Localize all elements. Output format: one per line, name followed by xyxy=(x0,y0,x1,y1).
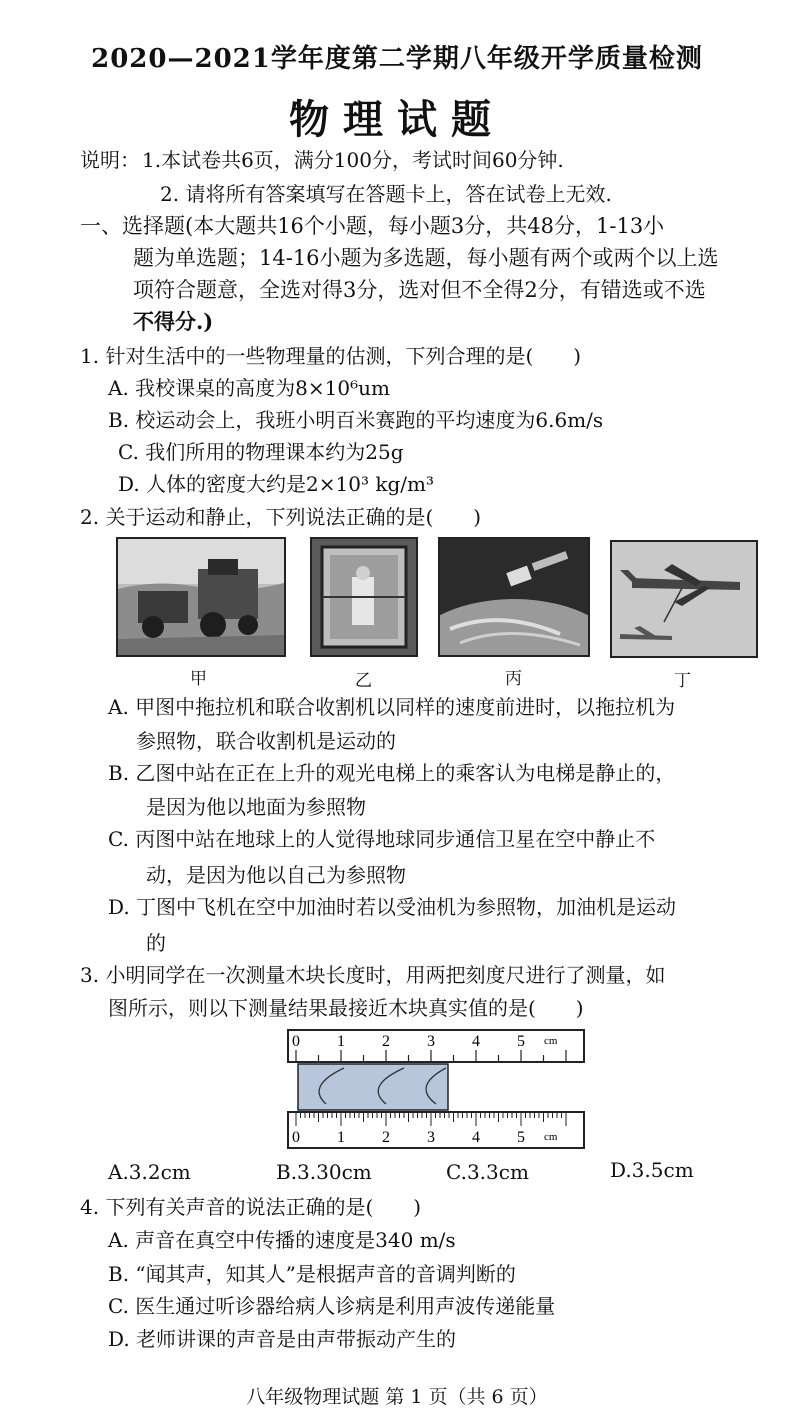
section-header-line-4: 不得分.) xyxy=(133,309,214,334)
q1-stem: 1. 针对生活中的一些物理量的估测，下列合理的是( ) xyxy=(80,344,582,368)
tractor-harvester-photo xyxy=(116,537,286,657)
q3-option-b: B.3.30cm xyxy=(276,1160,372,1184)
q1-option-a: A. 我校课桌的高度为8×10⁶um xyxy=(108,376,390,400)
q2-option-a-line-1: A. 甲图中拖拉机和联合收割机以同样的速度前进时，以拖拉机为 xyxy=(108,695,676,719)
q3-stem-line-1: 3. 小明同学在一次测量木块长度时，用两把刻度尺进行了测量，如 xyxy=(80,963,666,987)
ruler-bottom-label-3: 3 xyxy=(427,1129,435,1146)
q3-option-d: D.3.5cm xyxy=(610,1158,694,1182)
ruler-top-label-4: 4 xyxy=(472,1033,480,1050)
q4-option-c: C. 医生通过听诊器给病人诊病是利用声波传递能量 xyxy=(108,1294,556,1318)
q4-option-d: D. 老师讲课的声音是由声带振动产生的 xyxy=(108,1327,457,1351)
q1-option-c: C. 我们所用的物理课本约为25g xyxy=(118,440,404,464)
q2-option-c-line-2: 动，是因为他以自己为参照物 xyxy=(146,863,406,887)
instructions-line-2: 2. 请将所有答案填写在答题卡上，答在试卷上无效. xyxy=(160,182,612,206)
exam-title: 2020—2021学年度第二学期八年级开学质量检测 xyxy=(91,44,703,74)
q2-option-c-line-1: C. 丙图中站在地球上的人觉得地球同步通信卫星在空中静止不 xyxy=(108,827,656,851)
ruler-top-label-2: 2 xyxy=(382,1033,390,1050)
section-header-line-2: 题为单选题；14-16小题为多选题，每小题有两个或两个以上选 xyxy=(133,246,719,270)
ruler-bottom-label-4: 4 xyxy=(472,1129,480,1146)
ruler-top-label-3: 3 xyxy=(427,1033,435,1050)
ruler-bottom-label-2: 2 xyxy=(382,1129,390,1146)
ruler-top-unit: cm xyxy=(544,1035,558,1047)
instructions-label: 说明： xyxy=(80,148,140,172)
q2-stem: 2. 关于运动和静止，下列说法正确的是( ) xyxy=(80,505,482,529)
q4-option-a: A. 声音在真空中传播的速度是340 m/s xyxy=(108,1228,456,1252)
section-header-line-3: 项符合题意，全选对得3分，选对但不全得2分，有错选或不选 xyxy=(133,278,706,302)
q1-option-b: B. 校运动会上，我班小明百米赛跑的平均速度为6.6m/s xyxy=(108,408,604,432)
q2-option-d-line-1: D. 丁图中飞机在空中加油时若以受油机为参照物，加油机是运动 xyxy=(108,895,677,919)
ruler-top-label-5: 5 xyxy=(517,1033,525,1050)
q2-option-b-line-2: 是因为他以地面为参照物 xyxy=(146,795,366,819)
ruler-top-label-0: 0 xyxy=(292,1033,300,1050)
q3-option-c: C.3.3cm xyxy=(446,1160,529,1184)
satellite-earth-photo xyxy=(438,537,590,657)
ruler-top-label-1: 1 xyxy=(337,1033,345,1050)
q4-stem: 4. 下列有关声音的说法正确的是( ) xyxy=(80,1195,422,1219)
ruler-bottom-label-5: 5 xyxy=(517,1129,525,1146)
ruler-bottom-label-0: 0 xyxy=(292,1129,300,1146)
q4-option-b: B. “闻其声，知其人”是根据声音的音调判断的 xyxy=(108,1262,516,1286)
q2-option-b-line-1: B. 乙图中站在正在上升的观光电梯上的乘客认为电梯是静止的， xyxy=(108,761,676,785)
aerial-refueling-photo xyxy=(610,540,758,658)
caption-yi: 乙 xyxy=(355,671,372,691)
caption-ding: 丁 xyxy=(674,671,691,691)
subject-title: 物理试题 xyxy=(289,96,505,143)
instructions-line-1: 1.本试卷共6页，满分100分，考试时间60分钟. xyxy=(142,148,564,172)
ruler-diagram xyxy=(286,1028,586,1152)
ruler-bottom-label-1: 1 xyxy=(337,1129,345,1146)
caption-bing: 丙 xyxy=(505,669,522,689)
page-footer: 八年级物理试题 第 1 页（共 6 页） xyxy=(246,1386,548,1408)
section-header-line-1: 一、选择题(本大题共16个小题，每小题3分，共48分，1-13小 xyxy=(80,214,665,238)
caption-jia: 甲 xyxy=(190,669,207,689)
q2-option-d-line-2: 的 xyxy=(146,931,166,955)
q1-option-d: D. 人体的密度大约是2×10³ kg/m³ xyxy=(118,472,434,496)
q3-option-a: A.3.2cm xyxy=(108,1160,191,1184)
q3-stem-line-2: 图所示，则以下测量结果最接近木块真实值的是( ) xyxy=(108,996,584,1020)
q2-option-a-line-2: 参照物，联合收割机是运动的 xyxy=(136,729,396,753)
ruler-bottom-unit: cm xyxy=(544,1131,558,1143)
elevator-photo xyxy=(310,537,418,657)
